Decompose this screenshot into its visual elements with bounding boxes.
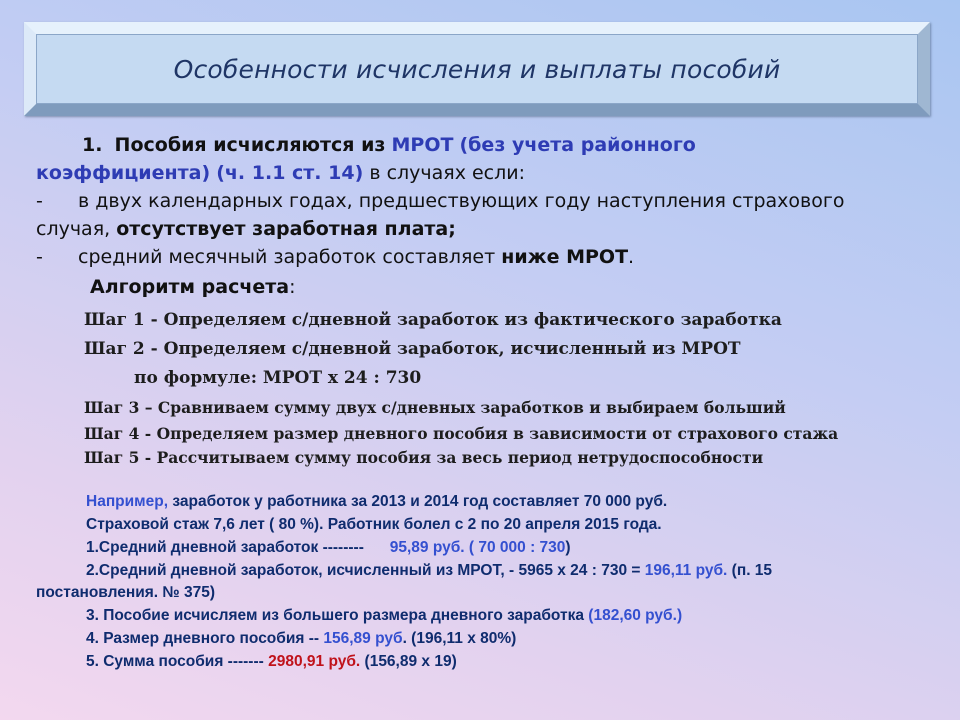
example-line-5: постановления. № 375) (36, 584, 216, 601)
bullet-item-2: - средний месячный заработок составляет ниже МРОТ. (36, 246, 635, 268)
algo-step-5: Шаг 5 - Рассчитываем сумму пособия за весь период нетрудоспособности (84, 448, 764, 467)
section-line-1: 1. Пособия исчисляются из МРОТ (без учета районного (82, 134, 696, 156)
algo-heading: Алгоритм расчета: (90, 276, 296, 298)
example-line-6: 3. Пособие исчисляем из большего размера дневного заработка (182,60 руб.) (86, 607, 683, 624)
example-line-1: Например, заработок у работника за 2013 и 2014 год составляет 70 000 руб. (86, 493, 668, 510)
example-line-7: 4. Размер дневного пособия -- 156,89 руб. (196,11 х 80%) (86, 630, 517, 647)
algo-step-2: Шаг 2 - Определяем с/дневной заработок, исчисленный из МРОТ (84, 339, 741, 359)
algo-formula: по формуле: МРОТ х 24 : 730 (134, 368, 422, 388)
bullet-item-1: - в двух календарных годах, предшествующих году наступления страхового (36, 190, 845, 212)
bullet-item-1-cont: случая, отсутствует заработная плата; (36, 218, 456, 240)
section-line-2: коэффициента) (ч. 1.1 ст. 14) в случаях если: (36, 162, 526, 184)
slide-title: Особенности исчисления и выплаты пособий (173, 54, 781, 84)
algo-step-3: Шаг 3 – Сравниваем сумму двух с/дневных заработков и выбираем больший (84, 398, 786, 417)
algo-step-4: Шаг 4 - Определяем размер дневного пособия в зависимости от страхового стажа (84, 424, 839, 443)
example-line-4: 2.Средний дневной заработок, исчисленный из МРОТ, - 5965 х 24 : 730 = 196,11 руб. (п. 15 (86, 562, 773, 579)
example-line-8: 5. Сумма пособия ------- 2980,91 руб. (156,89 х 19) (86, 653, 457, 670)
algo-step-1: Шаг 1 - Определяем с/дневной заработок из фактического заработка (84, 310, 782, 330)
example-line-3: 1.Средний дневной заработок -------- 95,89 руб. ( 70 000 : 730) (86, 539, 571, 556)
example-line-2: Страховой стаж 7,6 лет ( 80 %). Работник болел с 2 по 20 апреля 2015 года. (86, 516, 662, 533)
title-frame (24, 22, 930, 116)
